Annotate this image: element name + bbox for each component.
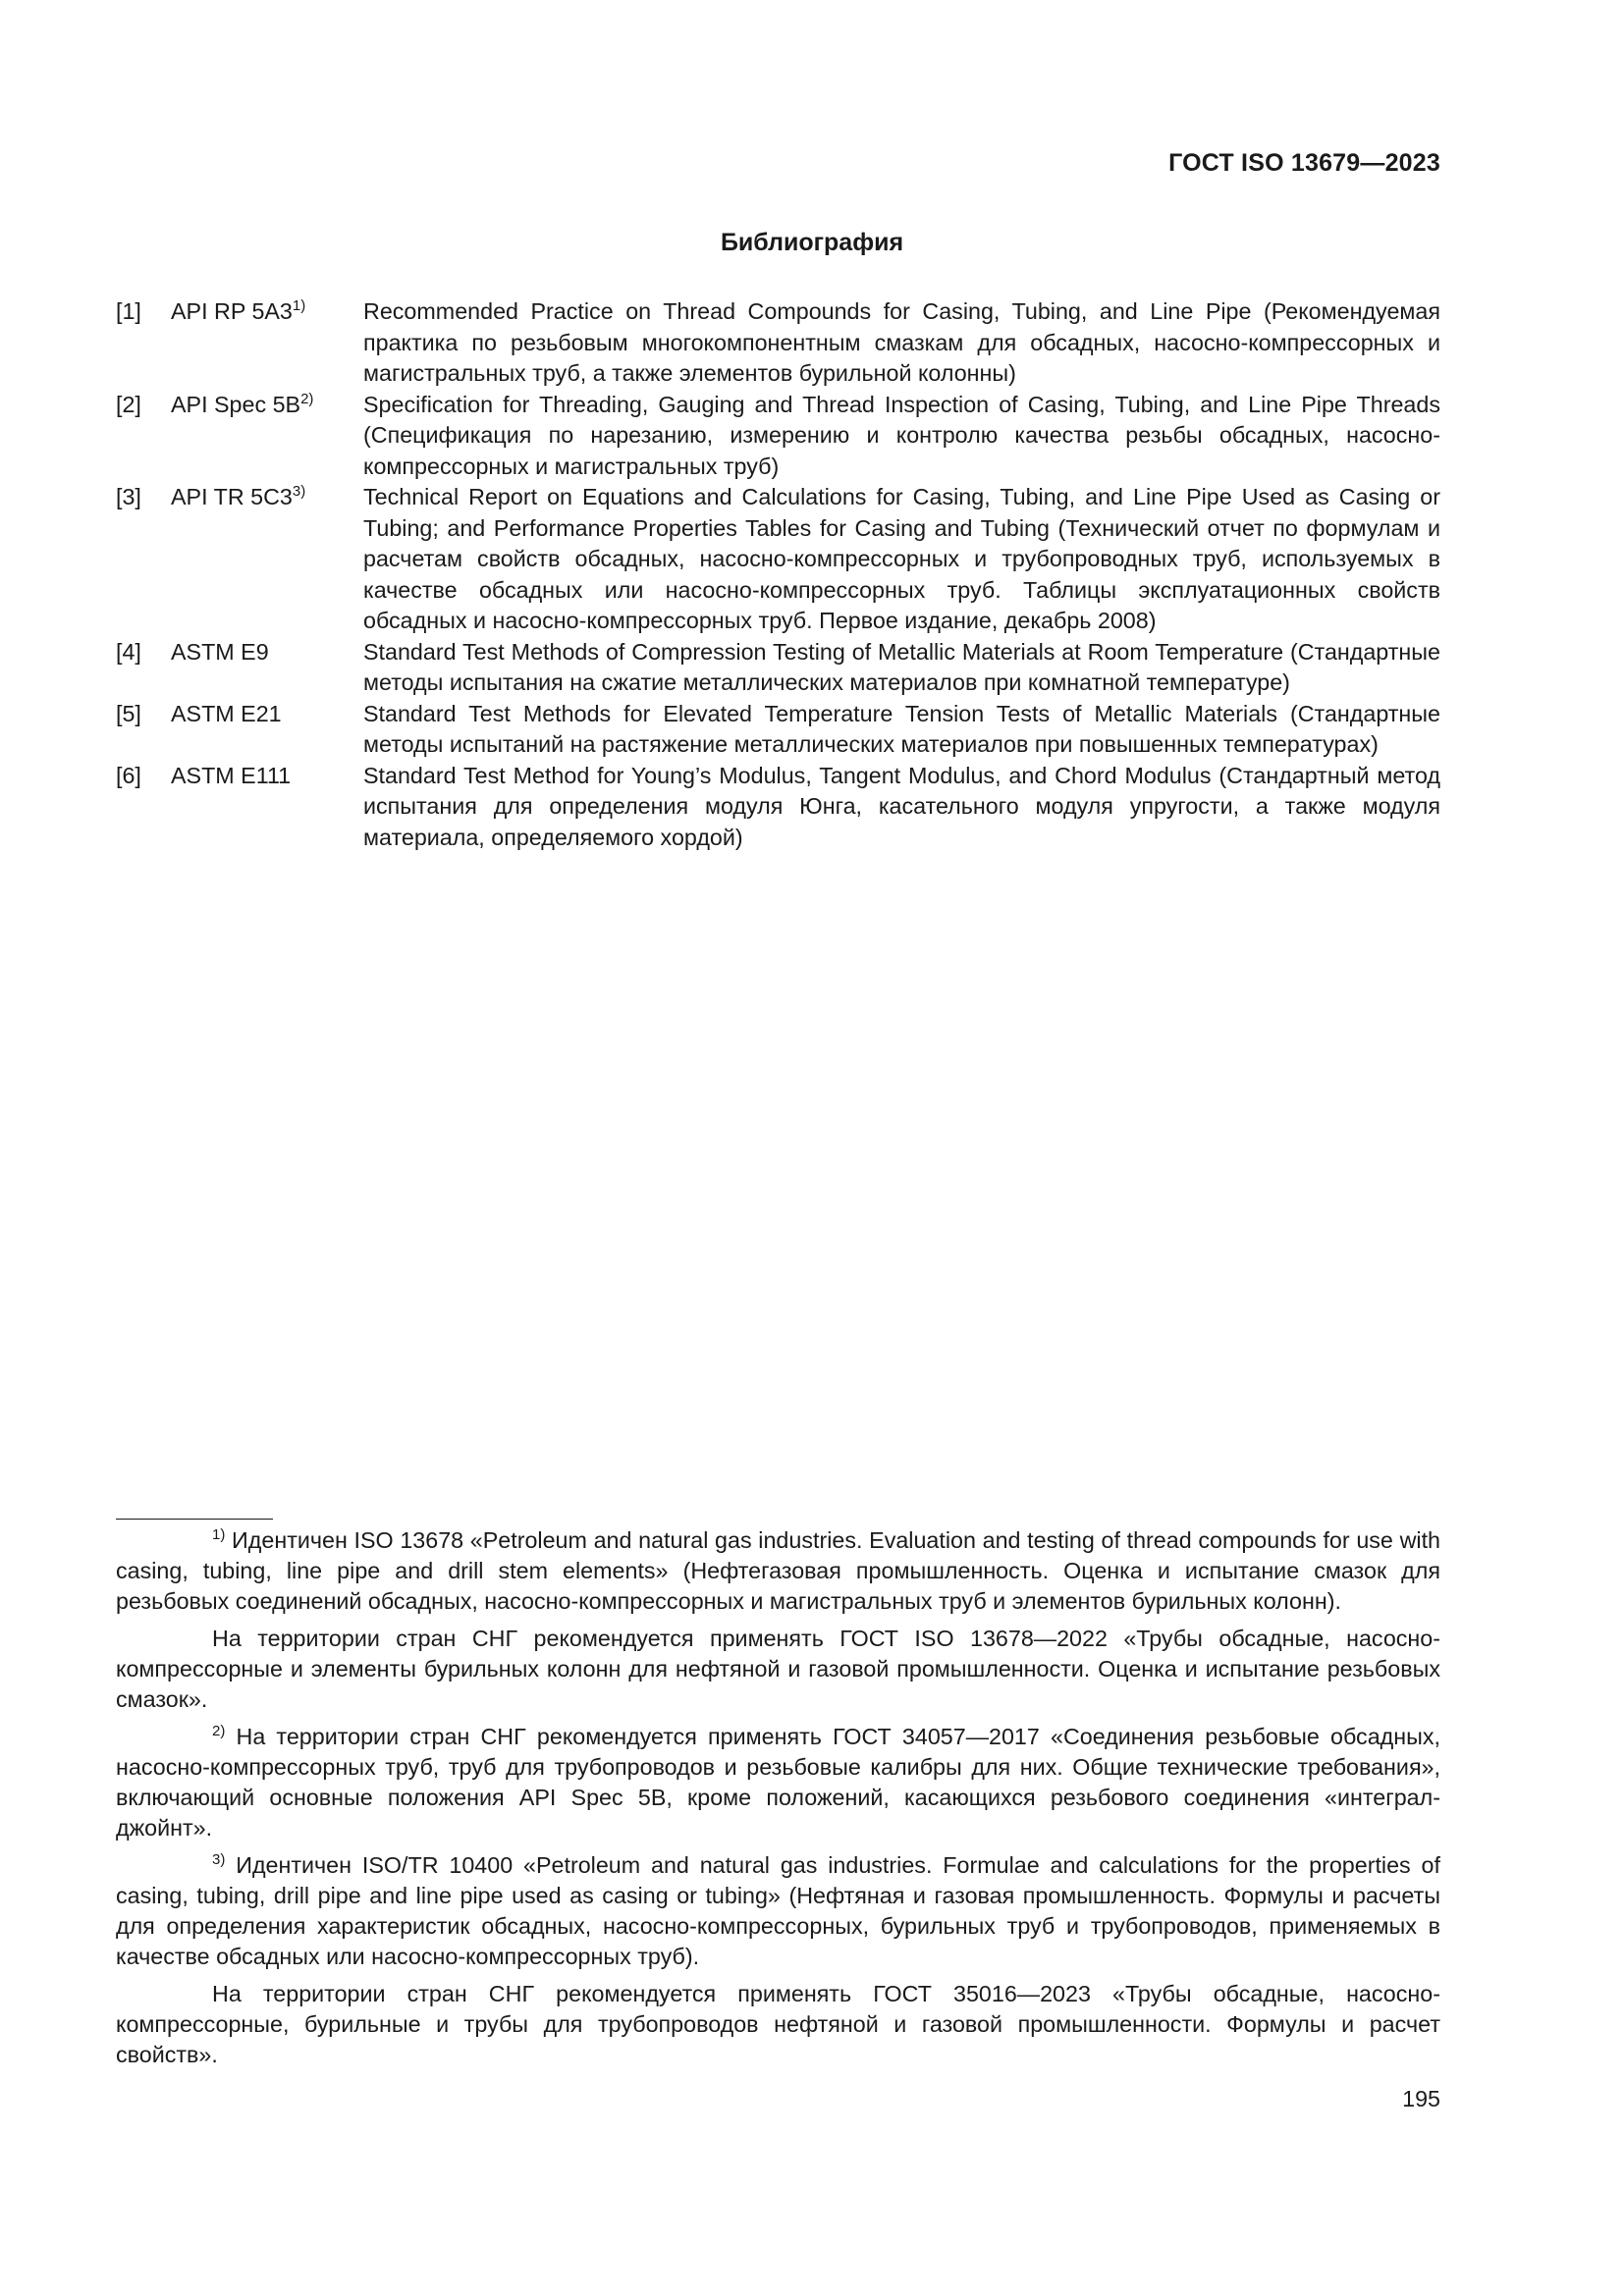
footnote [116,1850,1440,1972]
entry-title: Recommended Practice on Thread Compounds for Casing, Tubing, and Line Pipe (Рекомендуемая практика по резьбовым многокомпонентным смазкам для обсадных, насосно-компрессорных и магистральных труб, а также элементов бурильной колонны) [363,298,1440,386]
entry-code [171,699,363,730]
entry-title: Standard Test Methods for Elevated Temperature Tension Tests of Metallic Materials (Стандартные методы испытаний на растяжение металлических материалов при повышенных температурах) [363,700,1440,757]
footnote-ref: 1) [292,297,306,314]
bibliography-title: Библиография [720,229,904,256]
entry-code [171,761,363,792]
entry-number: [3] [116,484,141,509]
footnote [116,1525,1440,1617]
entry-code-text: ASTM E9 [171,638,269,665]
entry-code-text: API Spec 5B [171,391,301,417]
entry-number: [1] [116,298,141,324]
entry-code-text: ASTM E111 [171,762,292,788]
entry-title: Standard Test Method for Young’s Modulus, Tangent Modulus, and Chord Modulus (Стандартный метод испытания для определения модуля Юнга, касательного модуля упругости, а также модуля материала, определяемого хордой) [363,762,1440,850]
footnote-continuation [116,1979,1440,2070]
entry-code [171,637,363,668]
entry-number: [2] [116,391,141,417]
entry-code-text: ASTM E21 [171,700,282,726]
footnote-continuation [116,1624,1440,1715]
bibliography-entry [116,296,1440,390]
entry-code [171,482,363,513]
entry-number: [4] [116,638,141,665]
bibliography-entry [116,699,1440,761]
footnote-text: Идентичен ISO 13678 «Petroleum and natural gas industries. Evaluation and testing of thread compounds for use with casing, tubing, line pipe and drill stem elements» (Нефтегазовая промышленность. Оценка и испытание смазок для резьбовых соединений обсадных, насосно-компрессорных и магистральных труб и элементов бурильных колонн). [116,1527,1440,1614]
footnote-text: Идентичен ISO/TR 10400 «Petroleum and natural gas industries. Formulae and calculations for the properties of casing, tubing, drill pipe and line pipe used as casing or tubing» (Нефтяная и газовая промышленность. Формулы и расчеты для определения характеристик обсадных, насосно-компрессорных, бурильных труб и трубопроводов, применяемых в качестве обсадных или насосно-компрессорных труб). [116,1852,1440,1969]
page-number: 195 [1402,2086,1440,2111]
bibliography-entry [116,390,1440,483]
entry-code-text: API TR 5C3 [171,484,293,509]
entry-number: [6] [116,762,141,788]
entry-code-text: API RP 5A3 [171,298,293,324]
entry-title: Specification for Threading, Gauging and Thread Inspection of Casing, Tubing, and Line Pipe Threads (Спецификация по нарезанию, измерению и контролю качества резьбы обсадных, насосно-компрессорных и магистральных труб) [363,391,1440,479]
bibliography-entry [116,482,1440,637]
entry-code [171,296,363,328]
entry-number: [5] [116,700,141,726]
footnote-mark: 1) [212,1526,226,1543]
bibliography-list [116,296,1440,853]
footnote-text: На территории стран СНГ рекомендуется применять ГОСТ 35016—2023 «Трубы обсадные, насосно-компрессорные, бурильные и трубы для трубопроводов нефтяной и газовой промышленности. Формулы и расчет свойств». [116,1981,1440,2067]
footnote-divider [116,1519,273,1520]
footnote-text: На территории стран СНГ рекомендуется применять ГОСТ 34057—2017 «Соединения резьбовые обсадных, насосно-компрессорных труб, труб для трубопроводов и резьбовые калибры для них. Общие технические требования», включающий основные положения API Spec 5B, кроме положений, касающихся резьбового соединения «интеграл-джойнт». [116,1724,1440,1841]
footnote-mark: 3) [212,1851,226,1868]
bibliography-entry [116,761,1440,854]
footnote-text: На территории стран СНГ рекомендуется применять ГОСТ ISO 13678—2022 «Трубы обсадные, насосно-компрессорные и элементы бурильных колонн для нефтяной и газовой промышленности. Оценка и испытание резьбовых смазок». [116,1626,1440,1712]
footnote [116,1722,1440,1843]
footnote-ref: 2) [300,390,314,407]
standard-code-header: ГОСТ ISO 13679—2023 [1168,149,1440,177]
bibliography-entry [116,637,1440,699]
entry-code [171,390,363,421]
footnote-mark: 2) [212,1723,226,1739]
entry-title: Standard Test Methods of Compression Testing of Metallic Materials at Room Temperature (Стандартные методы испытания на сжатие металлических материалов при комнатной температуре) [363,638,1440,695]
footnotes [116,1525,1440,2077]
footnote-ref: 3) [292,483,306,500]
entry-title: Technical Report on Equations and Calculations for Casing, Tubing, and Line Pipe Used as Casing or Tubing; and Performance Properties Tables for Casing and Tubing (Технический отчет по формулам и расчетам свойств обсадных, насосно-компрессорных и трубопроводных труб, используемых в качестве обсадных или насосно-компрессорных труб. Таблицы эксплуатационных свойств обсадных и насосно-компрессорных труб. Первое издание, декабрь 2008) [363,484,1440,633]
